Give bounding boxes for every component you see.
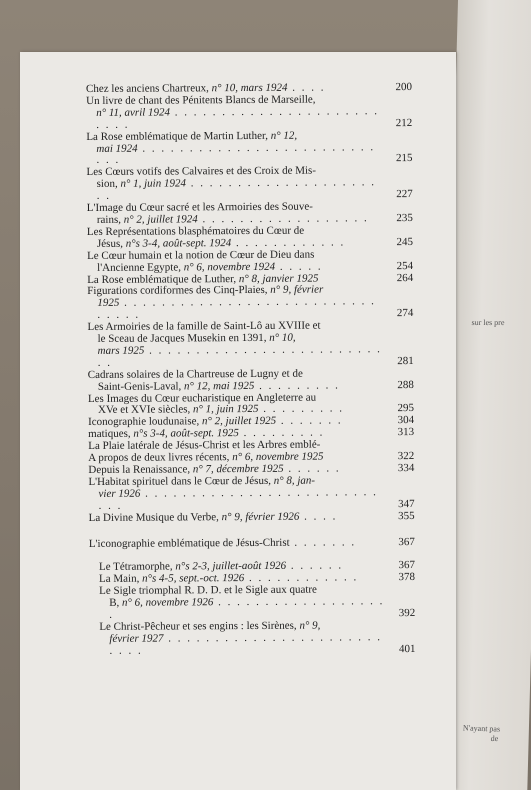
- entry-title: [99, 620, 385, 657]
- entry-text: A propos de deux livres récents,: [88, 451, 233, 465]
- leader-dots: . . . . . . .: [289, 535, 357, 549]
- entry-text: La Rose emblématique de Luther,: [87, 272, 239, 286]
- entry-text: matiques,: [88, 427, 134, 441]
- leader-dots: . . . . . . .: [276, 414, 343, 428]
- page-number: 235: [396, 211, 413, 225]
- entry-title: [88, 475, 384, 513]
- entry-text: Le Tétramorphe,: [98, 560, 176, 574]
- page-number: 367: [398, 535, 415, 548]
- entry-line: [88, 344, 384, 370]
- entry-text: La Main,: [98, 573, 143, 586]
- entry-issue: n° 7, décembre 1925: [192, 462, 284, 476]
- table-of-contents: [86, 82, 415, 658]
- toc-entry: [87, 284, 413, 322]
- entry-line: [89, 511, 385, 525]
- toc-part-2: [89, 560, 416, 657]
- entry-title: [99, 584, 385, 621]
- page-number: 367: [398, 559, 415, 572]
- entry-issue: n° 12,: [270, 129, 298, 142]
- entry-issue: février 1927: [109, 632, 164, 645]
- entry-issue: n° 10,: [269, 331, 296, 344]
- entry-text: La Plaie latérale de Jésus-Christ et les Arbres emblé-: [88, 438, 321, 453]
- leader-dots: . . . . . . . . . . . . . . . . . . .: [109, 595, 385, 621]
- page-number: 212: [395, 116, 413, 129]
- leader-dots: . . . .: [299, 510, 338, 523]
- entry-text: L'Image du Cœur sacré et les Armoiries des Souve-: [86, 200, 313, 215]
- entry-issue: vier 1926: [98, 487, 141, 500]
- entry-text: Depuis la Renaissance,: [88, 463, 193, 476]
- entry-text: La Rose emblématique de Martin Luther,: [86, 129, 271, 143]
- leader-dots: . . . . . . . . . . . . . . . . . . . . . . . . . . . .: [96, 140, 376, 167]
- entry-title: [88, 368, 384, 394]
- entry-issue: n° 6, novembre 1925: [232, 450, 324, 464]
- entry-text: Cadrans solaires de la Chartreuse de Lugny et de: [87, 367, 303, 381]
- entry-title: [87, 320, 383, 369]
- entry-text: Un livre de chant des Pénitents Blancs de Marseille,: [86, 93, 316, 107]
- entry-text: rains,: [96, 213, 124, 226]
- toc-entry: [87, 165, 413, 203]
- toc-entry: [89, 584, 415, 622]
- leader-dots: . . . . . .: [286, 559, 344, 573]
- entry-text: Le Sigle triomphal R. D. D. et le Sigle aux quatre: [99, 583, 317, 598]
- entry-text: Les Images du Cœur eucharistique en Angleterre au: [87, 391, 317, 405]
- toc-entry: [87, 320, 413, 370]
- entry-text: Le Christ-Pêcheur et ses engins : les Sirènes,: [99, 619, 300, 633]
- entry-text: sion,: [96, 178, 121, 191]
- page-number: 322: [397, 450, 415, 463]
- entry-title: [88, 392, 384, 418]
- leader-dots: . . . . . . . . . . . . . . . . . . . . . .: [96, 176, 377, 203]
- page-number: 264: [396, 271, 414, 284]
- page-number: 281: [397, 354, 414, 367]
- entry-issue: mai 1924: [96, 142, 138, 155]
- entry-issue: n°s 3-4, août-sept. 1924: [125, 236, 232, 250]
- leader-dots: . . . . . . . . . . . . . . . . . .: [197, 212, 369, 226]
- leader-dots: . . . . . . . . . . . . . . . . . . . . . . . . . . .: [97, 343, 382, 369]
- entry-text: Jésus,: [96, 237, 126, 250]
- entry-text: XVe et XVIe siècles,: [97, 403, 194, 417]
- entry-text: B,: [109, 596, 123, 610]
- entry-issue: 1925: [97, 297, 120, 310]
- entry-text: l'Ancienne Egypte,: [97, 261, 184, 274]
- leader-dots: . . . . . . . . .: [254, 379, 340, 392]
- page-number: 334: [397, 462, 415, 475]
- leader-dots: . . . . . . . . .: [258, 402, 345, 416]
- toc-entry: [86, 94, 412, 132]
- entry-title: [87, 225, 383, 251]
- toc-entry: [88, 475, 414, 513]
- entry-text: Iconographie loudunaise,: [88, 415, 203, 429]
- entry-issue: n° 2, juillet 1924: [123, 213, 198, 226]
- entry-line: [87, 177, 383, 203]
- entry-line: [86, 106, 382, 132]
- entry-line: [86, 142, 382, 168]
- entry-issue: n° 6, novembre 1926: [121, 596, 214, 609]
- toc-entry: [87, 249, 413, 275]
- entry-issue: n° 12, mai 1925: [183, 379, 255, 393]
- page-number: 200: [395, 81, 413, 94]
- leader-dots: . . . . . . . . . . . . . . . . . . . . . . . . . . .: [109, 631, 382, 657]
- entry-issue: n°s 3-4, août-sept. 1925: [133, 427, 239, 440]
- entry-issue: n° 9, février: [270, 283, 324, 297]
- facing-page-text: N'ayant pas: [462, 723, 501, 734]
- toc-entry: [89, 620, 415, 658]
- entry-issue: n° 2, juillet 1925: [201, 415, 277, 428]
- entry-text: Les Armoiries de la famille de Saint-Lô au XVIIIe et: [87, 319, 321, 334]
- entry-issue: mars 1925: [97, 344, 145, 357]
- entry-text: Le Cœur humain et la notion de Cœur de Dieu dans: [87, 248, 315, 262]
- page-number: 401: [398, 642, 416, 655]
- leader-dots: . . . . . .: [283, 462, 341, 475]
- toc-entry: [87, 225, 413, 251]
- toc-entry: [86, 130, 412, 168]
- entry-text: Saint-Genis-Laval,: [97, 380, 185, 393]
- entry-line: [87, 297, 383, 323]
- entry-title: [86, 130, 382, 168]
- page-number: 288: [397, 378, 414, 391]
- facing-page-text: de: [490, 734, 499, 743]
- entry-issue: n° 6, novembre 1924: [183, 260, 276, 274]
- entry-issue: n°s 4-5, sept.-oct. 1926: [142, 572, 245, 586]
- page-number: 392: [398, 607, 416, 620]
- page-number: 313: [397, 426, 415, 439]
- page-number: 245: [396, 235, 414, 248]
- entry-text: Les Cœurs votifs des Calvaires et des Croix de Mis-: [86, 164, 317, 179]
- entry-title: [87, 249, 383, 275]
- entry-text: Les Représentations blasphématoires du Cœur de: [86, 224, 305, 238]
- entry-issue: n° 11, avril 1924: [96, 106, 171, 119]
- page-number: 355: [398, 509, 415, 522]
- entry-title: [86, 94, 382, 132]
- page-number: 227: [396, 188, 413, 201]
- entry-issue: n° 1, juin 1925: [192, 403, 259, 416]
- entry-line: [99, 632, 385, 658]
- leader-dots: . . . . .: [275, 260, 323, 273]
- page-number: 304: [397, 414, 415, 427]
- entry-text: le Sceau de Jacques Musekin en 1391,: [97, 331, 270, 345]
- section-title: L'iconographie emblématique de Jésus-Christ: [88, 536, 290, 550]
- entry-issue: n° 9,: [299, 619, 321, 632]
- entry-text: La Divine Musique du Verbe,: [88, 510, 222, 524]
- entry-issue: n° 8, jan-: [273, 474, 316, 487]
- toc-section-heading: [89, 537, 415, 551]
- page-number: 378: [398, 571, 416, 584]
- leader-dots: . . . .: [287, 81, 326, 94]
- toc-entry: [87, 201, 413, 227]
- entry-line: [99, 596, 385, 622]
- entry-text: Chez les anciens Chartreux,: [85, 82, 212, 95]
- leader-dots: . . . . . . . . . . . . . . . . . . . . . . . . . . . .: [98, 486, 378, 512]
- entry-issue: n°s 2-3, juillet-août 1926: [175, 560, 287, 573]
- entry-issue: n° 10, mars 1924: [211, 81, 288, 95]
- toc-part-1: [86, 82, 415, 525]
- entry-issue: n° 1, juin 1924: [120, 177, 187, 191]
- toc-entry: [88, 368, 414, 394]
- page-number: 254: [396, 259, 414, 272]
- leader-dots: . . . . . . . . . . . . . . . . . . . . . . . . . .: [96, 105, 380, 131]
- entry-title: [89, 511, 385, 525]
- leader-dots: . . . . . . . . . . . .: [244, 571, 359, 585]
- entry-line: [88, 487, 384, 513]
- entry-text: L'Habitat spirituel dans le Cœur de Jésus,: [88, 474, 274, 488]
- entry-title: [87, 166, 383, 204]
- page-number: 215: [395, 152, 413, 165]
- leader-dots: . . . . . . . . . . . . . . . . . . . . . . . . . . . . . . . .: [97, 295, 376, 322]
- leader-dots: . . . . . . . . . . . .: [231, 236, 346, 249]
- page-number: 295: [397, 402, 415, 415]
- toc-entry: [89, 511, 415, 525]
- page-number: 274: [396, 307, 414, 320]
- page-number: 347: [398, 497, 415, 510]
- entry-issue: n° 8, janvier 1925: [238, 272, 319, 285]
- entry-title: [87, 201, 383, 227]
- entry-text: Figurations cordiformes des Cinq-Plaies,: [87, 284, 271, 298]
- toc-entry: [88, 392, 414, 418]
- facing-page-text: sur les pre: [471, 318, 505, 327]
- entry-title: [87, 285, 383, 323]
- leader-dots: . . . . . . . . .: [238, 426, 325, 440]
- entry-issue: n° 9, février 1926: [221, 510, 300, 523]
